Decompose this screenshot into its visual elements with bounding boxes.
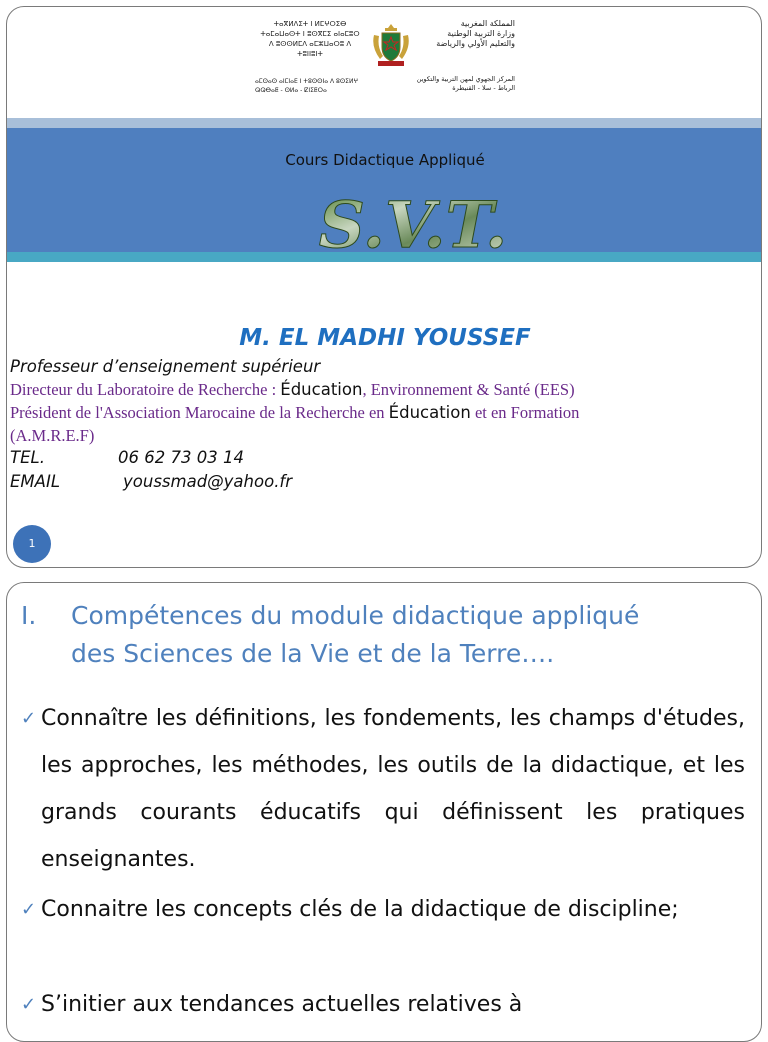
svt-logo-text: S.V.T. [318, 189, 508, 255]
tifinagh-header: ⵜⴰⴳⵍⴷⵉⵜ ⵏ ⵍⵎⵖⵔⵉⴱ ⵜⴰⵎⴰⵡⴰⵙⵜ ⵏ ⵓⵙⴳⵎⵉ ⴰⵏⴰⵎⵓⵔ ⴷ ⵓⵙⵙⵍⵎⴷ ⴰⵎⵣⵡⴰⵔⵓ ⴷ ⵜⵓⵏⵏⵓⵏⵜ [260, 20, 360, 58]
list-item: ✓ S’initier aux tendances actuelles relatives à [21, 981, 745, 1028]
competences-slide [6, 582, 762, 1042]
section-heading: Compétences du module didactique appliqué des Sciences de la Vie et de la Terre…. [71, 601, 640, 668]
ministry-header-logo [255, 19, 515, 99]
tel-line [10, 448, 244, 467]
tel-label: TEL. [10, 448, 45, 467]
section-number: I. [21, 601, 37, 630]
arabic-header: المملكة المغربية وزارة التربية الوطنية والتعليم الأولي والرياضة [436, 19, 515, 48]
course-title: Cours Didactique Appliqué [285, 151, 485, 169]
tifinagh-subheader: ⴰⵎⵙⴰⵙ ⴰⵏⵎⵏⴰⴹ ⵏ ⵜⵓⵙⵙⵏⴰ ⴷ ⵓⵙⵉⵍⵖ ⵕⵕⴱⴰⵟ - ⵙⵍⴰ - ⵇⵏⵉⵟⵔⴰ [255, 78, 358, 94]
arabic-subheader: المركز الجهوي لمهن التربية والتكوين الرباط - سلا - القنيطرة [416, 75, 515, 92]
author-role: Professeur d’enseignement supérieur [10, 357, 321, 376]
check-icon: ✓ [21, 899, 37, 920]
author-name: M. EL MADHI YOUSSEF [239, 325, 531, 351]
director-line: Directeur du Laboratoire de Recherche : Éducation, Environnement & Santé (EES) [10, 380, 575, 399]
title-slide [6, 6, 762, 568]
list-item: ✓ Connaître les définitions, les fondements, les champs d'études, les approches, les méthodes, les outils de la didactique, et les grands courants éducatifs qui définissent les pratiques enseignantes. [21, 695, 745, 883]
email-label: EMAIL [10, 472, 61, 491]
tel-value: 06 62 73 03 14 [118, 448, 244, 467]
association-abbr: (A.M.R.E.F) [10, 426, 95, 445]
slide-number-badge: 1 [13, 525, 51, 563]
check-icon: ✓ [21, 994, 37, 1015]
list-item: ✓ Connaitre les concepts clés de la didactique de discipline; [21, 886, 745, 933]
band-top-stripe [7, 118, 762, 128]
president-line: Président de l'Association Marocaine de la Recherche en Éducation et en Formation [10, 403, 580, 422]
email-line [10, 472, 292, 491]
email-value: youssmad@yahoo.fr [123, 472, 293, 491]
check-icon: ✓ [21, 708, 37, 729]
svt-logo [303, 189, 523, 255]
